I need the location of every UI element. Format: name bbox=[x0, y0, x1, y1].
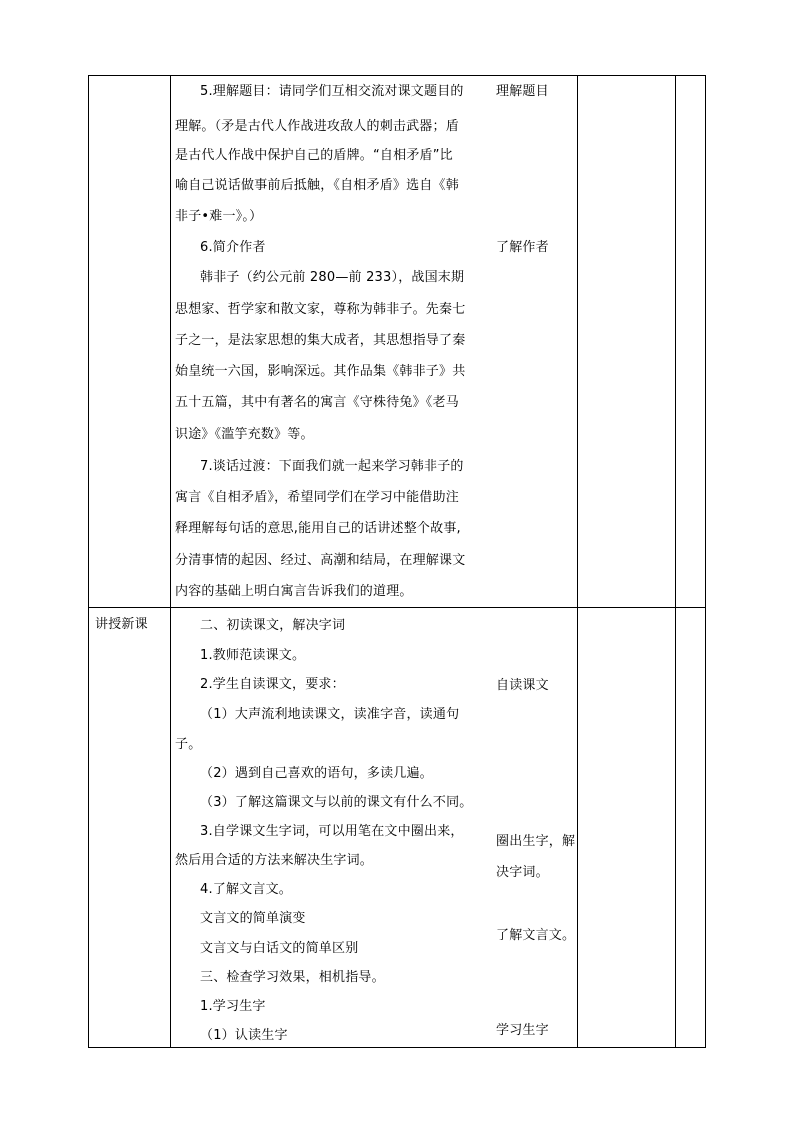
content-line: 子。 bbox=[175, 737, 202, 752]
content-line: 2.学生自读课文，要求： bbox=[200, 677, 345, 692]
section-label: 讲授新课 bbox=[95, 617, 148, 632]
content-line: 思想家、哲学家和散文家，尊称为韩非子。先秦七 bbox=[175, 302, 466, 317]
activity-label: 了解文言文。 bbox=[496, 928, 576, 943]
content-line: 1.教师范读课文。 bbox=[200, 648, 306, 663]
content-line: 理解。（矛是古代人作战进攻敌人的刺击武器；盾 bbox=[175, 119, 459, 134]
content-line: 始皇统一六国，影响深远。其作品集《韩非子》共 bbox=[175, 364, 466, 379]
content-line: 是古代人作战中保护自己的盾牌。“自相矛盾”比 bbox=[175, 148, 453, 163]
content-line: 6.简介作者 bbox=[200, 240, 266, 255]
row1-notes-cell bbox=[676, 76, 706, 608]
content-line: 识途》《滥竽充数》等。 bbox=[175, 427, 314, 442]
content-line: 喻自己说话做事前后抵触，《自相矛盾》选自《韩 bbox=[175, 178, 459, 193]
content-line: 3.自学课文生字词，可以用笔在文中圈出来， bbox=[200, 824, 464, 839]
content-line: （1）大声流利地读课文，读准字音，读通句 bbox=[200, 707, 460, 722]
row1-section-cell bbox=[89, 76, 171, 608]
content-line: 7.谈话过渡：下面我们就一起来学习韩非子的 bbox=[200, 459, 464, 474]
content-line: 五十五篇，其中有著名的寓言《守株待兔》《老马 bbox=[175, 395, 459, 410]
row2-section-cell bbox=[89, 608, 171, 1048]
activity-label: 圈出生字，解 bbox=[496, 834, 576, 849]
content-line: 1.学习生字 bbox=[200, 999, 266, 1014]
activity-label: 自读课文 bbox=[496, 678, 549, 693]
content-line: 4.了解文言文。 bbox=[200, 882, 293, 897]
content-line: （1）认读生字 bbox=[200, 1028, 288, 1043]
content-line: 寓言《自相矛盾》，希望同学们在学习中能借助注 bbox=[175, 490, 459, 505]
row2-notes-cell bbox=[676, 608, 706, 1048]
content-line: 5.理解题目：请同学们互相交流对课文题目的 bbox=[200, 84, 464, 99]
content-line: 文言文的简单演变 bbox=[200, 911, 306, 926]
content-line: 然后用合适的方法来解决生字词。 bbox=[175, 853, 374, 868]
content-line: （2）遇到自己喜欢的语句，多读几遍。 bbox=[200, 766, 433, 781]
content-line: 三、检查学习效果，相机指导。 bbox=[200, 970, 385, 985]
content-line: 非子•难一》。） bbox=[175, 209, 263, 224]
activity-label: 了解作者 bbox=[496, 240, 549, 255]
content-line: 韩非子（约公元前 280—前 233），战国末期 bbox=[200, 270, 465, 285]
content-line: 内容的基础上明白寓言告诉我们的道理。 bbox=[175, 584, 413, 599]
content-line: 释理解每句话的意思,能用自己的话讲述整个故事, bbox=[175, 521, 461, 536]
content-line: 子之一，是法家思想的集大成者，其思想指导了秦 bbox=[175, 333, 466, 348]
activity-label: 学习生字 bbox=[496, 1023, 549, 1038]
activity-label: 决字词。 bbox=[496, 865, 549, 880]
content-line: 分清事情的起因、经过、高潮和结局，在理解课文 bbox=[175, 553, 466, 568]
row1-activity-cell bbox=[578, 76, 676, 608]
content-line: 二、初读课文，解决字词 bbox=[200, 618, 346, 633]
row2-activity-cell bbox=[578, 608, 676, 1048]
content-line: （3）了解这篇课文与以前的课文有什么不同。 bbox=[200, 795, 473, 810]
content-line: 文言文与白话文的简单区别 bbox=[200, 941, 359, 956]
activity-label: 理解题目 bbox=[496, 84, 549, 99]
